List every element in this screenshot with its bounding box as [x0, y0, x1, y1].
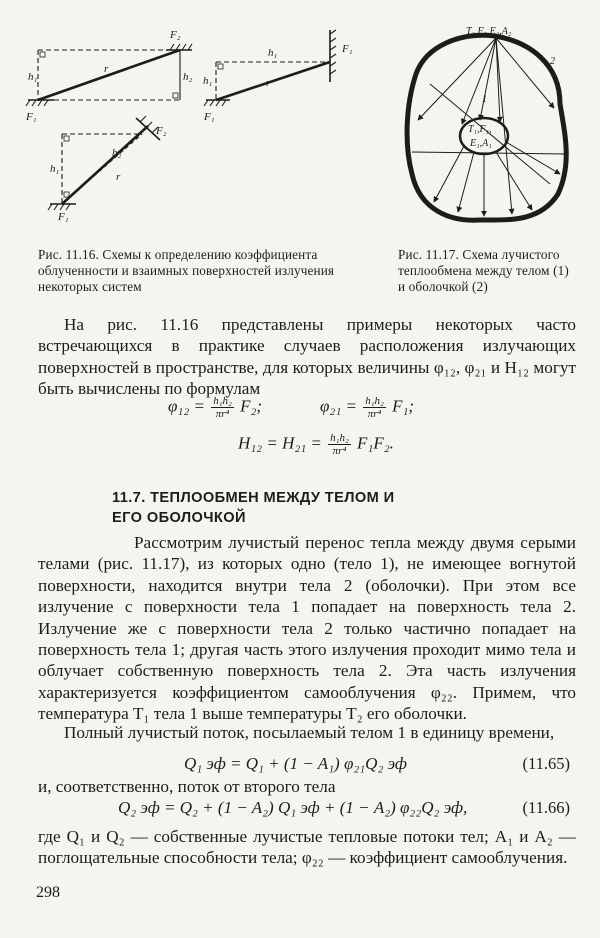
figure-11-16	[20, 22, 380, 222]
label-r-c: r	[116, 171, 121, 183]
label-r-b: r	[266, 77, 271, 89]
label-inner-top: T₁,F₁,	[468, 124, 492, 135]
paragraph-1: На рис. 11.16 представлены примеры некоторых часто встречающихся в практике случаев расположения излучающих поверхностей в пространстве, для которых величины φ₁₂, φ₂₁ и H₁₂ могут быть вычислены по формулам	[38, 315, 576, 399]
equation-11-65: Q₁ эф = Q₁ + (1 − A₁) φ₂₁Q₂ эф (11.65)	[184, 754, 570, 773]
formula-phi21: φ₂₁ = $\frac{\text{h₁h₂}}{\text{πr⁴}}$ F₁;	[320, 395, 415, 420]
equation-number-11-66: (11.66)	[522, 798, 570, 817]
formula-phi12: φ₁₂ = $\frac{\text{h₁h₂}}{\text{πr⁴}}$ F₂;	[168, 395, 263, 420]
label-h2-c: h₂	[112, 147, 122, 159]
paragraph-4: и, соответственно, поток от второго тела	[38, 777, 336, 796]
label-f2-c: F₂	[156, 125, 167, 137]
label-h1: h₁	[28, 71, 38, 83]
figure-11-17-caption: Рис. 11.17. Схема лучистого теплообмена между телом (1) и оболочкой (2)	[398, 247, 569, 294]
figure-11-17	[400, 24, 580, 234]
label-f2: F₂	[170, 29, 181, 41]
label-outer-params: T₂,F₂,E₂,A₂	[466, 26, 512, 37]
label-body-1: 1	[482, 94, 487, 105]
equation-11-66: Q₂ эф = Q₂ + (1 − A₂) Q₁ эф + (1 − A₂) φ₂₂Q₂ эф, (11.66)	[118, 798, 570, 817]
paragraph-2: Рассмотрим лучистый перенос тепла между двумя серыми телами (рис. 11.17), из которых одно (тело 1), не имеющее вогнутой поверхности, находится внутри тела 2 (оболочки). При этом все излучение с поверхности тела 1 попадает на поверхность тела 2. Излучение же с поверхности тела 2 только частично попадает на поверхность тела 1; другая часть этого излучения проходит мимо тела и облучает собственную поверхность тела 2. Эта часть излучения характеризуется коэффициентом самооблучения φ₂₂. Примем, что температура T₁ тела 1 выше температуры T₂ его оболочки.	[38, 533, 576, 724]
paragraph-3: Полный лучистый поток, посылаемый телом 1 в единицу времени,	[64, 723, 555, 742]
label-h1-top-b: h₁	[268, 47, 278, 59]
label-h1-c: h₁	[50, 163, 60, 175]
label-r: r	[104, 63, 109, 75]
page-number: 298	[36, 884, 60, 901]
label-body-2: 2	[550, 56, 555, 67]
label-f2-b: F₁	[204, 111, 215, 123]
label-h1-b: h₁	[203, 75, 213, 87]
equation-number-11-65: (11.65)	[522, 754, 570, 773]
label-inner-bottom: E₁,A₁	[470, 138, 492, 149]
paragraph-5: где Q₁ и Q₂ — собственные лучистые тепловые потоки тел; A₁ и A₂ — поглощательные способности тела; φ₂₂ — коэффициент самооблучения.	[38, 827, 576, 868]
label-f1: F₁	[26, 111, 37, 123]
section-heading: 11.7. ТЕПЛООБМЕН МЕЖДУ ТЕЛОМ И ЕГО ОБОЛОЧКОЙ	[112, 490, 395, 526]
label-f1-c: F₁	[58, 211, 69, 222]
figure-11-16-caption: Рис. 11.16. Схемы к определению коэффициента облученности и взаимных поверхностей излучения некоторых систем	[38, 247, 335, 294]
label-f1-b: F₁	[342, 43, 353, 55]
label-h2: h₂	[183, 71, 193, 83]
formula-h12: H₁₂ = H₂₁ = $\frac{\text{h₁h₂}}{\text{πr⁴}}$ F₁F₂.	[238, 432, 394, 457]
